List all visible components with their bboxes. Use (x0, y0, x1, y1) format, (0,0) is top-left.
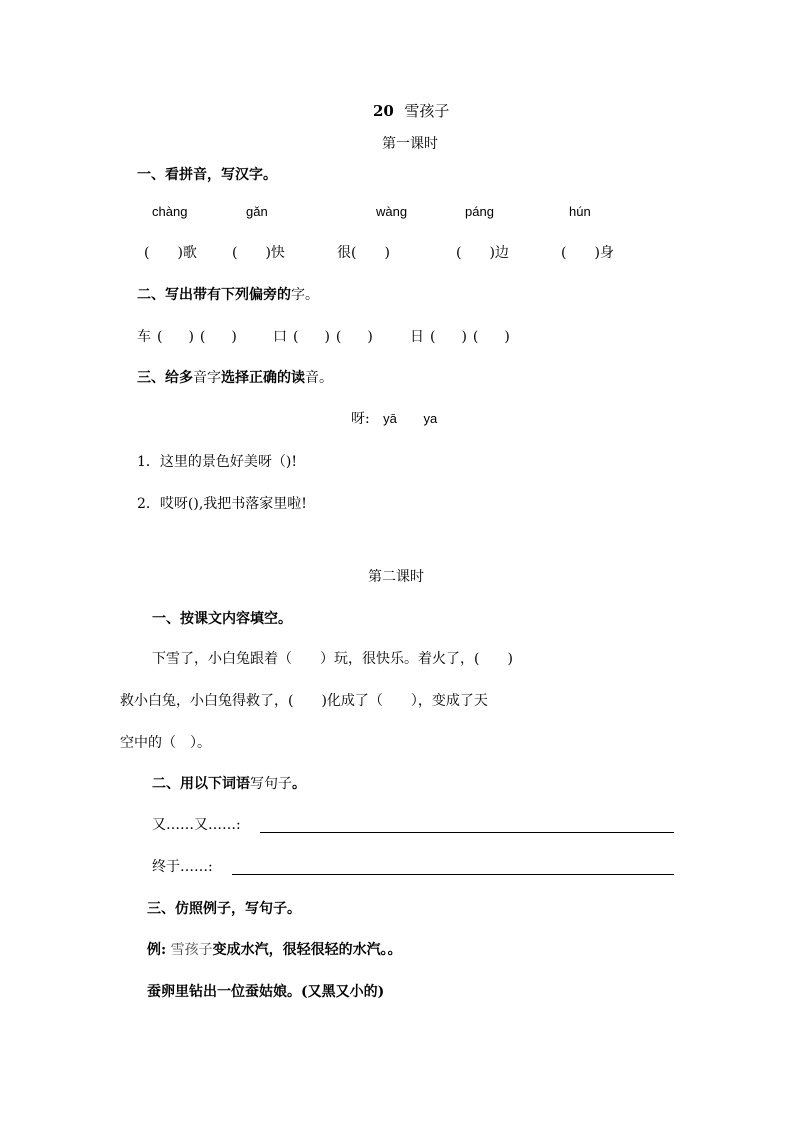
l1-q2-title-a: 二、写 (137, 287, 179, 303)
l2-q2-title-c: 。 (292, 776, 306, 792)
example-subject: 雪孩子 (170, 942, 213, 958)
l1-q3-title (137, 371, 333, 385)
blank-4: ( )边 (456, 245, 509, 261)
l1-q3-sentence-1: 1．这里的景色好美呀（)! (137, 454, 297, 470)
l2-q2-item-1: 又……又……: (152, 817, 241, 833)
l1-q2-title-c: 字。 (291, 287, 319, 303)
l2-q1-line-1: 下雪了，小白兔跟着（ ）玩，很快乐。着火了，( ) (152, 651, 513, 667)
option-ya1: yā (383, 411, 397, 426)
pinyin-5: hún (569, 204, 591, 219)
radical-3: 日( )( ) (410, 329, 516, 345)
polyphone-row (351, 412, 437, 426)
answer-line-1[interactable] (260, 832, 674, 833)
lesson-name: 雪孩子 (404, 102, 450, 120)
l1-q3-title-b: 音字 (193, 370, 221, 386)
lesson-number: 20 (373, 102, 394, 120)
pinyin-2: gǎn (246, 204, 268, 219)
l2-q3-title: 三、仿照例子，写句子。 (147, 901, 301, 917)
l2-q3-task: 蚕卵里钻出一位蚕姑娘。(又黑又小的) (147, 984, 385, 1000)
l2-q1-line-2: 救小白兔，小白兔得救了，( )化成了（ ），变成了天 (120, 693, 488, 709)
doc-title (373, 104, 449, 119)
example-rest: 变成水汽，很轻很轻的水汽。。 (212, 942, 402, 958)
l1-q3-title-c: 选择正确的读 (221, 370, 305, 386)
lesson2-heading: 第二课时 (368, 569, 424, 585)
l2-q3-example (147, 943, 402, 957)
blank-3: 很( ) (337, 245, 390, 261)
lesson1-heading: 第一课时 (382, 136, 438, 152)
option-ya: ya (423, 411, 438, 426)
answer-line-2[interactable] (232, 874, 674, 875)
pinyin-4: páng (465, 204, 494, 219)
pinyin-3: wàng (376, 204, 408, 219)
pinyin-1: chàng (152, 204, 188, 219)
l1-q3-sentence-2: 2．哎呀(),我把书落家里啦! (137, 496, 307, 512)
l2-q1-line-3: 空中的（ ）。 (120, 735, 211, 751)
l2-q2-title-a: 二、用以下词语 (152, 776, 250, 792)
l1-q3-title-a: 三、给多 (137, 370, 193, 386)
polyphone-char: 呀: (351, 411, 370, 427)
radical-2: 口( )( ) (273, 329, 379, 345)
radical-1: 车( )( ) (137, 329, 243, 345)
blank-2: ( )快 (232, 245, 285, 261)
example-label: 例: (147, 942, 167, 958)
l1-q2-title-b: 出带有下列偏旁的 (179, 287, 291, 303)
l1-q2-title (137, 288, 319, 302)
blank-5: ( )身 (561, 245, 614, 261)
l1-q1-title: 一、看拼音，写汉字。 (137, 167, 277, 183)
l1-q3-title-d: 音。 (305, 370, 333, 386)
l2-q2-title (152, 777, 306, 791)
l2-q2-item-2: 终于……: (152, 859, 213, 875)
blank-1: ( )歌 (144, 245, 197, 261)
l2-q2-title-b: 写句子 (250, 776, 292, 792)
l2-q1-title: 一、按课文内容填空。 (152, 611, 292, 627)
